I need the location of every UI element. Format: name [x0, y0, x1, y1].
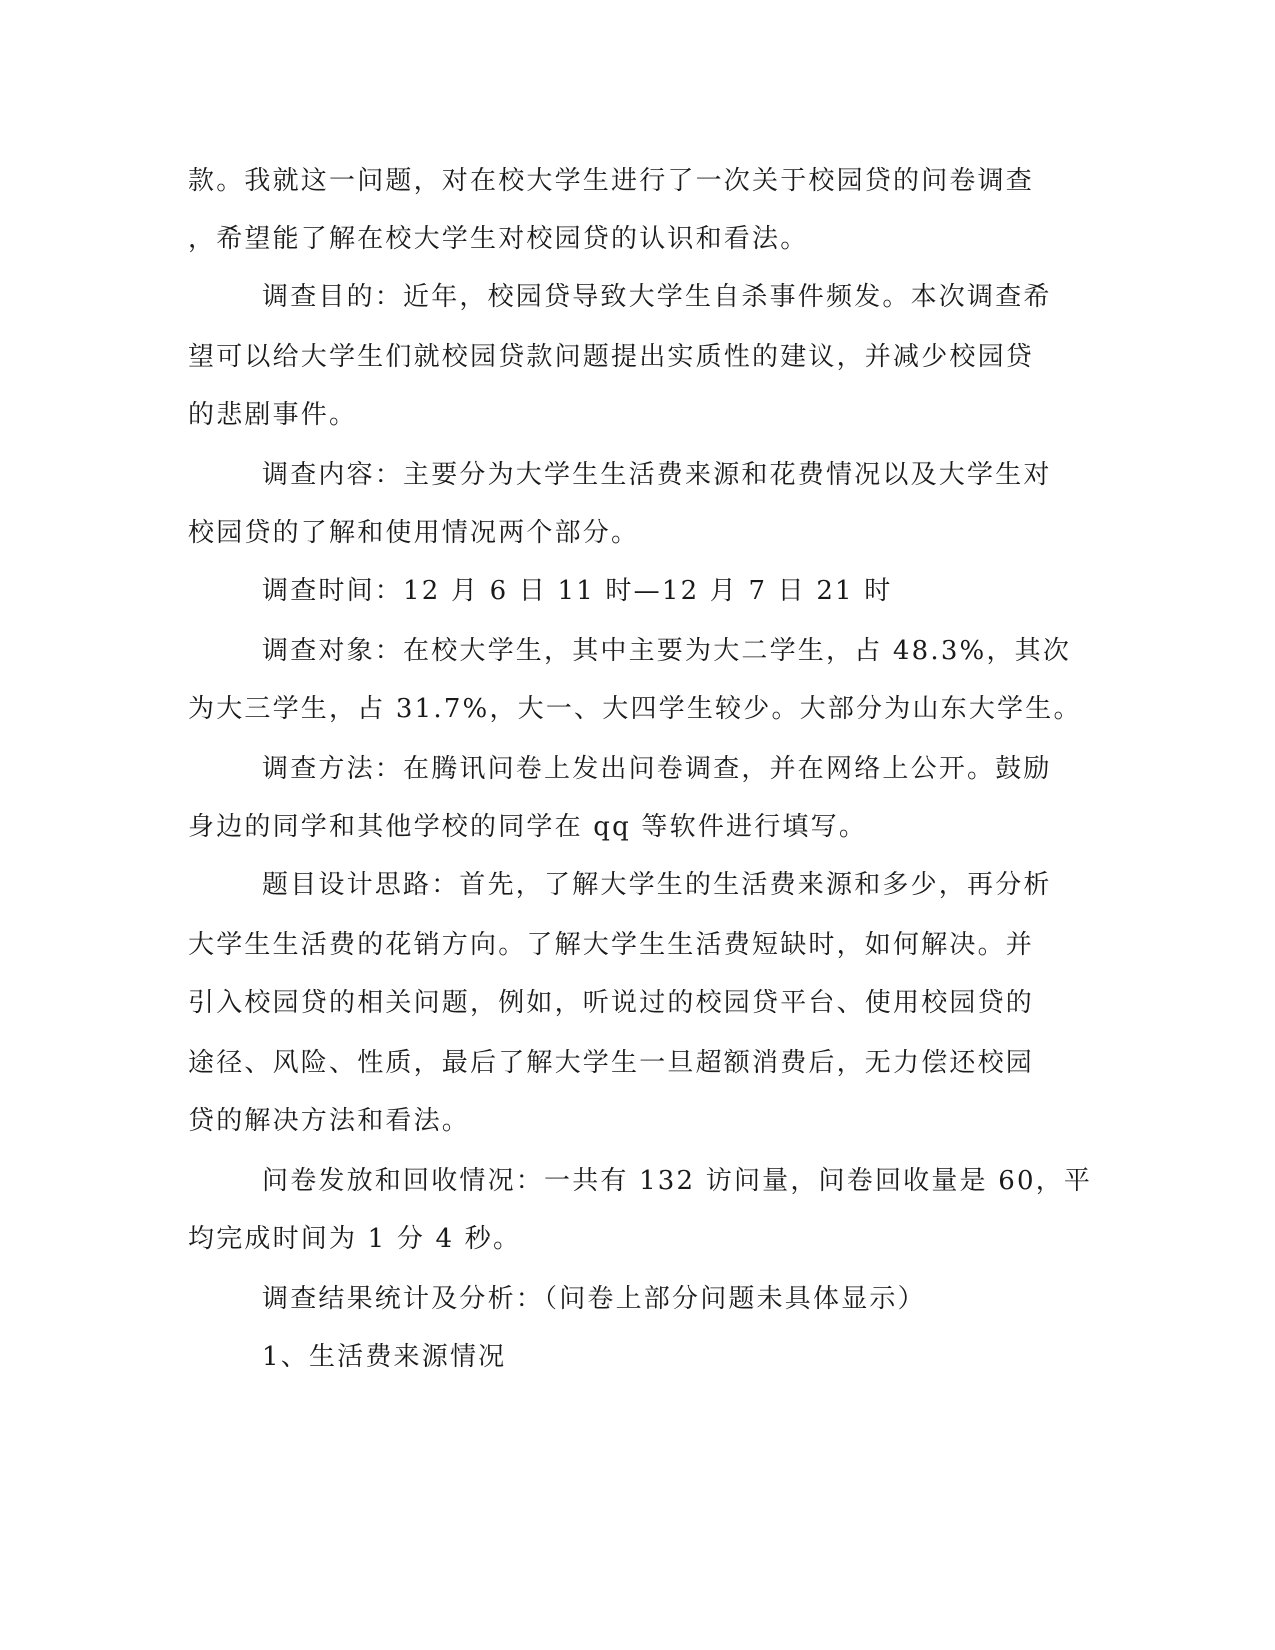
text-line: 引入校园贷的相关问题，例如，听说过的校园贷平台、使用校园贷的	[188, 988, 1035, 1018]
paragraph-survey-purpose: 调查目的：近年，校园贷导致大学生自杀事件频发。本次调查希	[262, 282, 1052, 312]
paragraph-question-design: 题目设计思路：首先，了解大学生的生活费来源和多少，再分析	[262, 870, 1052, 900]
text-line: 大学生生活费的花销方向。了解大学生生活费短缺时，如何解决。并	[188, 930, 1035, 960]
paragraph-distribution-recovery: 问卷发放和回收情况：一共有 132 访问量，问卷回收量是 60，平	[262, 1166, 1093, 1196]
paragraph-results-analysis: 调查结果统计及分析：（问卷上部分问题未具体显示）	[262, 1284, 926, 1314]
text-line: 途径、风险、性质，最后了解大学生一旦超额消费后，无力偿还校园	[188, 1048, 1035, 1078]
paragraph-survey-subjects: 调查对象：在校大学生，其中主要为大二学生，占 48.3%，其次	[262, 636, 1072, 666]
paragraph-survey-content: 调查内容：主要分为大学生生活费来源和花费情况以及大学生对	[262, 460, 1052, 490]
text-line: 贷的解决方法和看法。	[188, 1106, 471, 1136]
text-line: 的悲剧事件。	[188, 400, 358, 430]
section-heading-living-expense-source: 1、生活费来源情况	[262, 1342, 507, 1372]
paragraph-survey-method: 调查方法：在腾讯问卷上发出问卷调查，并在网络上公开。鼓励	[262, 754, 1052, 784]
text-line: ，希望能了解在校大学生对校园贷的认识和看法。	[188, 224, 809, 254]
text-line: 为大三学生，占 31.7%，大一、大四学生较少。大部分为山东大学生。	[188, 694, 1082, 724]
text-line: 身边的同学和其他学校的同学在 qq 等软件进行填写。	[188, 812, 868, 842]
text-line: 款。我就这一问题，对在校大学生进行了一次关于校园贷的问卷调查	[188, 166, 1035, 196]
text-line: 望可以给大学生们就校园贷款问题提出实质性的建议，并减少校园贷	[188, 342, 1035, 372]
text-line: 校园贷的了解和使用情况两个部分。	[188, 518, 640, 548]
text-line: 均完成时间为 1 分 4 秒。	[188, 1224, 522, 1254]
paragraph-survey-time: 调查时间：12 月 6 日 11 时—12 月 7 日 21 时	[262, 576, 893, 606]
